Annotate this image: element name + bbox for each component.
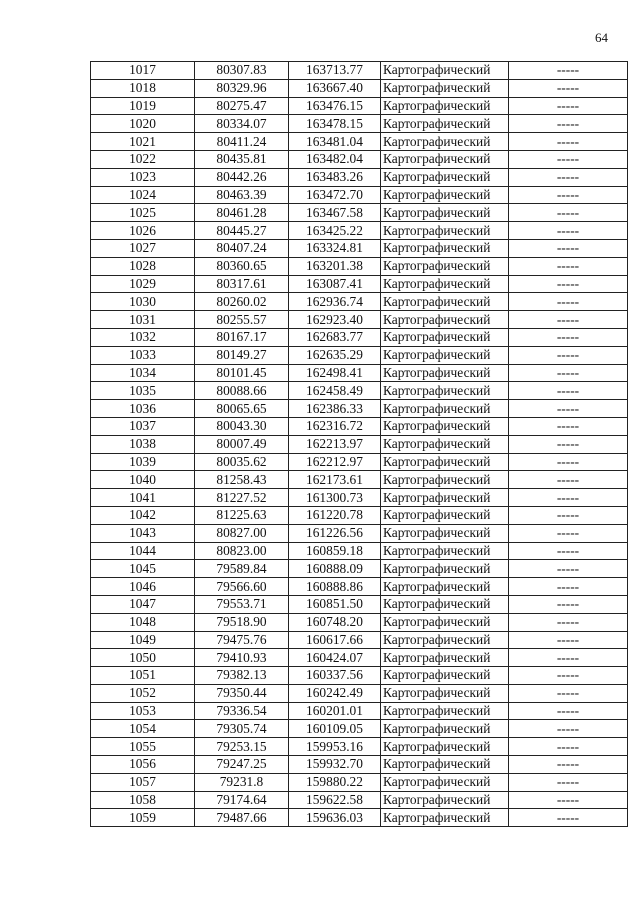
accuracy-mark-cell: -----	[509, 311, 628, 329]
y-coordinate-cell: 160201.01	[289, 702, 381, 720]
accuracy-mark-cell: -----	[509, 791, 628, 809]
x-coordinate-cell: 79410.93	[195, 649, 289, 667]
x-coordinate-cell: 80088.66	[195, 382, 289, 400]
table-row	[91, 506, 628, 524]
method-cell: Картографический	[381, 560, 509, 578]
method-cell: Картографический	[381, 150, 509, 168]
coordinates-table-body	[91, 62, 628, 827]
x-coordinate-cell: 79336.54	[195, 702, 289, 720]
table-row	[91, 489, 628, 507]
accuracy-mark-cell: -----	[509, 702, 628, 720]
accuracy-mark-cell: -----	[509, 382, 628, 400]
method-cell: Картографический	[381, 257, 509, 275]
x-coordinate-cell: 80007.49	[195, 435, 289, 453]
method-cell: Картографический	[381, 738, 509, 756]
method-cell: Картографический	[381, 168, 509, 186]
accuracy-mark-cell: -----	[509, 756, 628, 774]
table-row	[91, 168, 628, 186]
point-number-cell: 1035	[91, 382, 195, 400]
point-number-cell: 1032	[91, 328, 195, 346]
x-coordinate-cell: 80065.65	[195, 400, 289, 418]
point-number-cell: 1050	[91, 649, 195, 667]
table-row	[91, 631, 628, 649]
x-coordinate-cell: 81225.63	[195, 506, 289, 524]
x-coordinate-cell: 79553.71	[195, 595, 289, 613]
accuracy-mark-cell: -----	[509, 364, 628, 382]
point-number-cell: 1057	[91, 773, 195, 791]
accuracy-mark-cell: -----	[509, 738, 628, 756]
accuracy-mark-cell: -----	[509, 204, 628, 222]
x-coordinate-cell: 80329.96	[195, 79, 289, 97]
table-row	[91, 720, 628, 738]
point-number-cell: 1046	[91, 578, 195, 596]
y-coordinate-cell: 163481.04	[289, 133, 381, 151]
point-number-cell: 1058	[91, 791, 195, 809]
accuracy-mark-cell: -----	[509, 773, 628, 791]
table-row	[91, 204, 628, 222]
y-coordinate-cell: 159636.03	[289, 809, 381, 827]
accuracy-mark-cell: -----	[509, 133, 628, 151]
point-number-cell: 1042	[91, 506, 195, 524]
method-cell: Картографический	[381, 720, 509, 738]
y-coordinate-cell: 160109.05	[289, 720, 381, 738]
coordinates-table	[90, 61, 628, 827]
method-cell: Картографический	[381, 79, 509, 97]
x-coordinate-cell: 81227.52	[195, 489, 289, 507]
x-coordinate-cell: 79487.66	[195, 809, 289, 827]
x-coordinate-cell: 80435.81	[195, 150, 289, 168]
x-coordinate-cell: 80101.45	[195, 364, 289, 382]
table-row	[91, 524, 628, 542]
point-number-cell: 1022	[91, 150, 195, 168]
table-row	[91, 62, 628, 80]
y-coordinate-cell: 163483.26	[289, 168, 381, 186]
x-coordinate-cell: 79247.25	[195, 756, 289, 774]
point-number-cell: 1055	[91, 738, 195, 756]
x-coordinate-cell: 80827.00	[195, 524, 289, 542]
accuracy-mark-cell: -----	[509, 506, 628, 524]
point-number-cell: 1036	[91, 400, 195, 418]
x-coordinate-cell: 79174.64	[195, 791, 289, 809]
accuracy-mark-cell: -----	[509, 417, 628, 435]
point-number-cell: 1039	[91, 453, 195, 471]
accuracy-mark-cell: -----	[509, 62, 628, 80]
method-cell: Картографический	[381, 417, 509, 435]
accuracy-mark-cell: -----	[509, 186, 628, 204]
point-number-cell: 1043	[91, 524, 195, 542]
y-coordinate-cell: 162316.72	[289, 417, 381, 435]
x-coordinate-cell: 80149.27	[195, 346, 289, 364]
accuracy-mark-cell: -----	[509, 435, 628, 453]
y-coordinate-cell: 160851.50	[289, 595, 381, 613]
y-coordinate-cell: 163713.77	[289, 62, 381, 80]
method-cell: Картографический	[381, 578, 509, 596]
y-coordinate-cell: 163201.38	[289, 257, 381, 275]
point-number-cell: 1044	[91, 542, 195, 560]
point-number-cell: 1041	[91, 489, 195, 507]
point-number-cell: 1017	[91, 62, 195, 80]
point-number-cell: 1049	[91, 631, 195, 649]
x-coordinate-cell: 80442.26	[195, 168, 289, 186]
y-coordinate-cell: 160242.49	[289, 684, 381, 702]
accuracy-mark-cell: -----	[509, 809, 628, 827]
table-row	[91, 400, 628, 418]
x-coordinate-cell: 79566.60	[195, 578, 289, 596]
x-coordinate-cell: 80275.47	[195, 97, 289, 115]
method-cell: Картографический	[381, 471, 509, 489]
table-row	[91, 649, 628, 667]
method-cell: Картографический	[381, 204, 509, 222]
table-row	[91, 791, 628, 809]
method-cell: Картографический	[381, 311, 509, 329]
y-coordinate-cell: 162936.74	[289, 293, 381, 311]
y-coordinate-cell: 162212.97	[289, 453, 381, 471]
point-number-cell: 1021	[91, 133, 195, 151]
table-row	[91, 578, 628, 596]
accuracy-mark-cell: -----	[509, 257, 628, 275]
x-coordinate-cell: 80411.24	[195, 133, 289, 151]
y-coordinate-cell: 163425.22	[289, 222, 381, 240]
x-coordinate-cell: 80360.65	[195, 257, 289, 275]
x-coordinate-cell: 80255.57	[195, 311, 289, 329]
y-coordinate-cell: 163087.41	[289, 275, 381, 293]
y-coordinate-cell: 163667.40	[289, 79, 381, 97]
accuracy-mark-cell: -----	[509, 684, 628, 702]
method-cell: Картографический	[381, 186, 509, 204]
table-row	[91, 133, 628, 151]
table-row	[91, 560, 628, 578]
table-row	[91, 275, 628, 293]
y-coordinate-cell: 162213.97	[289, 435, 381, 453]
method-cell: Картографический	[381, 773, 509, 791]
x-coordinate-cell: 79305.74	[195, 720, 289, 738]
y-coordinate-cell: 163467.58	[289, 204, 381, 222]
method-cell: Картографический	[381, 631, 509, 649]
table-row	[91, 222, 628, 240]
accuracy-mark-cell: -----	[509, 649, 628, 667]
accuracy-mark-cell: -----	[509, 720, 628, 738]
x-coordinate-cell: 79589.84	[195, 560, 289, 578]
table-row	[91, 328, 628, 346]
y-coordinate-cell: 163482.04	[289, 150, 381, 168]
y-coordinate-cell: 162923.40	[289, 311, 381, 329]
point-number-cell: 1059	[91, 809, 195, 827]
x-coordinate-cell: 80317.61	[195, 275, 289, 293]
table-row	[91, 364, 628, 382]
accuracy-mark-cell: -----	[509, 150, 628, 168]
method-cell: Картографический	[381, 115, 509, 133]
accuracy-mark-cell: -----	[509, 115, 628, 133]
table-row	[91, 684, 628, 702]
point-number-cell: 1038	[91, 435, 195, 453]
point-number-cell: 1054	[91, 720, 195, 738]
accuracy-mark-cell: -----	[509, 453, 628, 471]
y-coordinate-cell: 159622.58	[289, 791, 381, 809]
method-cell: Картографический	[381, 97, 509, 115]
x-coordinate-cell: 80823.00	[195, 542, 289, 560]
table-row	[91, 257, 628, 275]
accuracy-mark-cell: -----	[509, 168, 628, 186]
y-coordinate-cell: 162635.29	[289, 346, 381, 364]
accuracy-mark-cell: -----	[509, 79, 628, 97]
x-coordinate-cell: 80461.28	[195, 204, 289, 222]
accuracy-mark-cell: -----	[509, 667, 628, 685]
y-coordinate-cell: 161226.56	[289, 524, 381, 542]
x-coordinate-cell: 81258.43	[195, 471, 289, 489]
method-cell: Картографический	[381, 453, 509, 471]
method-cell: Картографический	[381, 667, 509, 685]
table-row	[91, 97, 628, 115]
method-cell: Картографический	[381, 809, 509, 827]
point-number-cell: 1025	[91, 204, 195, 222]
page-number: 64	[595, 30, 608, 45]
x-coordinate-cell: 80463.39	[195, 186, 289, 204]
table-row	[91, 115, 628, 133]
point-number-cell: 1051	[91, 667, 195, 685]
point-number-cell: 1029	[91, 275, 195, 293]
point-number-cell: 1020	[91, 115, 195, 133]
point-number-cell: 1033	[91, 346, 195, 364]
point-number-cell: 1026	[91, 222, 195, 240]
y-coordinate-cell: 160859.18	[289, 542, 381, 560]
method-cell: Картографический	[381, 62, 509, 80]
method-cell: Картографический	[381, 364, 509, 382]
point-number-cell: 1028	[91, 257, 195, 275]
x-coordinate-cell: 79475.76	[195, 631, 289, 649]
point-number-cell: 1019	[91, 97, 195, 115]
y-coordinate-cell: 162498.41	[289, 364, 381, 382]
x-coordinate-cell: 79382.13	[195, 667, 289, 685]
accuracy-mark-cell: -----	[509, 97, 628, 115]
table-row	[91, 150, 628, 168]
y-coordinate-cell: 162173.61	[289, 471, 381, 489]
method-cell: Картографический	[381, 524, 509, 542]
x-coordinate-cell: 80167.17	[195, 328, 289, 346]
table-row	[91, 239, 628, 257]
method-cell: Картографический	[381, 649, 509, 667]
method-cell: Картографический	[381, 133, 509, 151]
point-number-cell: 1027	[91, 239, 195, 257]
point-number-cell: 1024	[91, 186, 195, 204]
method-cell: Картографический	[381, 791, 509, 809]
point-number-cell: 1053	[91, 702, 195, 720]
accuracy-mark-cell: -----	[509, 578, 628, 596]
y-coordinate-cell: 159880.22	[289, 773, 381, 791]
table-row	[91, 667, 628, 685]
method-cell: Картографический	[381, 400, 509, 418]
y-coordinate-cell: 159953.16	[289, 738, 381, 756]
y-coordinate-cell: 162683.77	[289, 328, 381, 346]
y-coordinate-cell: 160337.56	[289, 667, 381, 685]
point-number-cell: 1034	[91, 364, 195, 382]
table-row	[91, 702, 628, 720]
method-cell: Картографический	[381, 435, 509, 453]
y-coordinate-cell: 163478.15	[289, 115, 381, 133]
x-coordinate-cell: 80035.62	[195, 453, 289, 471]
table-row	[91, 738, 628, 756]
method-cell: Картографический	[381, 702, 509, 720]
x-coordinate-cell: 80260.02	[195, 293, 289, 311]
accuracy-mark-cell: -----	[509, 471, 628, 489]
accuracy-mark-cell: -----	[509, 400, 628, 418]
point-number-cell: 1031	[91, 311, 195, 329]
table-row	[91, 453, 628, 471]
method-cell: Картографический	[381, 222, 509, 240]
y-coordinate-cell: 160748.20	[289, 613, 381, 631]
table-row	[91, 417, 628, 435]
method-cell: Картографический	[381, 382, 509, 400]
table-row	[91, 435, 628, 453]
accuracy-mark-cell: -----	[509, 346, 628, 364]
method-cell: Картографический	[381, 684, 509, 702]
point-number-cell: 1037	[91, 417, 195, 435]
accuracy-mark-cell: -----	[509, 613, 628, 631]
method-cell: Картографический	[381, 595, 509, 613]
method-cell: Картографический	[381, 542, 509, 560]
accuracy-mark-cell: -----	[509, 275, 628, 293]
y-coordinate-cell: 160617.66	[289, 631, 381, 649]
x-coordinate-cell: 80445.27	[195, 222, 289, 240]
point-number-cell: 1018	[91, 79, 195, 97]
method-cell: Картографический	[381, 756, 509, 774]
y-coordinate-cell: 161300.73	[289, 489, 381, 507]
accuracy-mark-cell: -----	[509, 293, 628, 311]
table-row	[91, 613, 628, 631]
x-coordinate-cell: 79253.15	[195, 738, 289, 756]
table-row	[91, 809, 628, 827]
table-row	[91, 311, 628, 329]
y-coordinate-cell: 163472.70	[289, 186, 381, 204]
table-row	[91, 346, 628, 364]
point-number-cell: 1045	[91, 560, 195, 578]
method-cell: Картографический	[381, 613, 509, 631]
point-number-cell: 1040	[91, 471, 195, 489]
y-coordinate-cell: 160424.07	[289, 649, 381, 667]
x-coordinate-cell: 79231.8	[195, 773, 289, 791]
x-coordinate-cell: 80407.24	[195, 239, 289, 257]
y-coordinate-cell: 160888.09	[289, 560, 381, 578]
point-number-cell: 1030	[91, 293, 195, 311]
table-row	[91, 773, 628, 791]
y-coordinate-cell: 161220.78	[289, 506, 381, 524]
accuracy-mark-cell: -----	[509, 328, 628, 346]
method-cell: Картографический	[381, 346, 509, 364]
y-coordinate-cell: 162458.49	[289, 382, 381, 400]
point-number-cell: 1047	[91, 595, 195, 613]
x-coordinate-cell: 79518.90	[195, 613, 289, 631]
accuracy-mark-cell: -----	[509, 222, 628, 240]
y-coordinate-cell: 160888.86	[289, 578, 381, 596]
method-cell: Картографический	[381, 328, 509, 346]
accuracy-mark-cell: -----	[509, 489, 628, 507]
accuracy-mark-cell: -----	[509, 595, 628, 613]
method-cell: Картографический	[381, 239, 509, 257]
accuracy-mark-cell: -----	[509, 524, 628, 542]
accuracy-mark-cell: -----	[509, 560, 628, 578]
x-coordinate-cell: 80043.30	[195, 417, 289, 435]
x-coordinate-cell: 79350.44	[195, 684, 289, 702]
point-number-cell: 1048	[91, 613, 195, 631]
y-coordinate-cell: 163324.81	[289, 239, 381, 257]
accuracy-mark-cell: -----	[509, 542, 628, 560]
x-coordinate-cell: 80307.83	[195, 62, 289, 80]
table-row	[91, 186, 628, 204]
table-row	[91, 595, 628, 613]
y-coordinate-cell: 162386.33	[289, 400, 381, 418]
method-cell: Картографический	[381, 293, 509, 311]
x-coordinate-cell: 80334.07	[195, 115, 289, 133]
table-row	[91, 293, 628, 311]
point-number-cell: 1056	[91, 756, 195, 774]
method-cell: Картографический	[381, 506, 509, 524]
method-cell: Картографический	[381, 275, 509, 293]
y-coordinate-cell: 159932.70	[289, 756, 381, 774]
y-coordinate-cell: 163476.15	[289, 97, 381, 115]
method-cell: Картографический	[381, 489, 509, 507]
table-row	[91, 471, 628, 489]
point-number-cell: 1023	[91, 168, 195, 186]
accuracy-mark-cell: -----	[509, 631, 628, 649]
table-row	[91, 756, 628, 774]
table-row	[91, 382, 628, 400]
point-number-cell: 1052	[91, 684, 195, 702]
table-row	[91, 542, 628, 560]
table-row	[91, 79, 628, 97]
accuracy-mark-cell: -----	[509, 239, 628, 257]
